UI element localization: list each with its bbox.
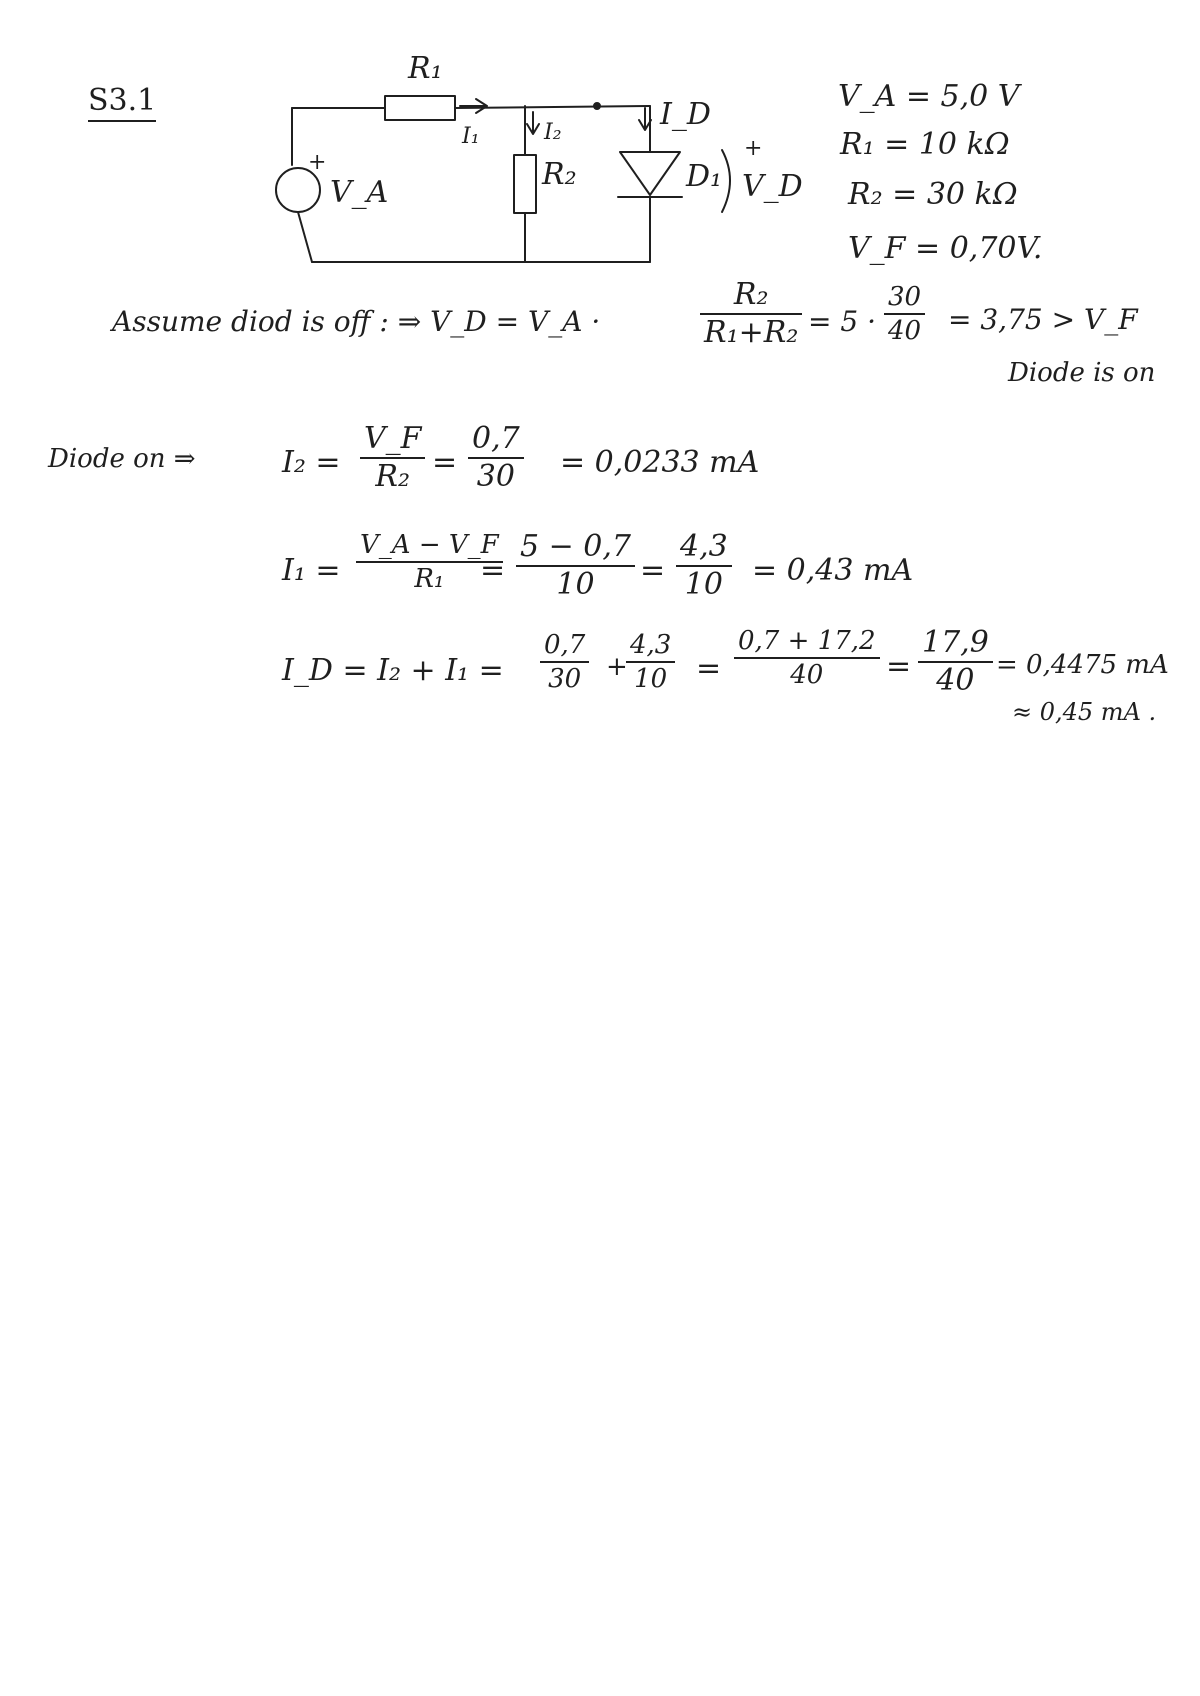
i1-frac-43-over-10 (676, 529, 732, 602)
i2-result: = 0,0233 mA (560, 445, 760, 480)
id-plus: + (606, 652, 628, 682)
id-result: = 0,4475 mA (996, 650, 1169, 680)
frac-numerator: 0,7 + 17,2 (738, 626, 876, 656)
label-va: V_A (330, 175, 389, 210)
label-i2: I₂ (544, 120, 562, 145)
label-plus-diode: + (744, 136, 763, 161)
assume-result: = 3,75 > V_F (948, 303, 1138, 336)
frac-numerator: 30 (888, 282, 922, 312)
frac-denominator: R₁+R₂ (704, 315, 799, 350)
assume-mid: = 5 · (808, 305, 876, 338)
assume-conclusion: Diode is on (1008, 358, 1156, 388)
resistor-r2 (514, 155, 536, 213)
frac-numerator: R₂ (733, 277, 769, 312)
id-frac-43-over-10 (626, 632, 675, 692)
frac-denominator: 10 (684, 567, 723, 602)
frac-denominator: 10 (634, 664, 668, 694)
id-frac-07-over-30 (540, 632, 589, 692)
frac-bar (884, 313, 925, 315)
label-vd: V_D (742, 169, 803, 204)
frac-bar (734, 657, 880, 659)
frac-numerator: V_F (364, 421, 422, 456)
given-vf: V_F = 0,70V. (848, 231, 1043, 266)
wire-left-lower (298, 212, 312, 262)
frac-numerator: 4,3 (680, 529, 728, 564)
diode-d1 (620, 152, 680, 195)
frac-numerator: 0,7 (472, 421, 520, 456)
i1-result: = 0,43 mA (752, 553, 914, 588)
vd-bracket (722, 150, 730, 212)
i1-eq1: = (480, 553, 506, 588)
given-r2: R₂ = 30 kΩ (848, 177, 1018, 212)
frac-denominator: 30 (548, 664, 582, 694)
id-eq2: = (886, 649, 912, 684)
frac-denominator: 40 (790, 660, 824, 690)
frac-denominator: 40 (888, 316, 922, 346)
given-va: V_A = 5,0 V (838, 79, 1020, 114)
i2-eq: = (432, 445, 458, 480)
label-d1: D₁ (686, 159, 723, 194)
i2-frac-vf-over-r2 (360, 421, 425, 494)
id-lhs: I_D = I₂ + I₁ = (282, 653, 504, 688)
frac-numerator: V_A − V_F (360, 530, 499, 560)
i1-eq2: = (640, 553, 666, 588)
id-frac-sum-over-40 (734, 628, 880, 688)
frac-denominator: R₁ (414, 564, 445, 594)
id-rounded: ≈ 0,45 mA . (1012, 698, 1157, 726)
frac-bar (540, 661, 589, 663)
assume-frac-r2-over-r1r2 (700, 277, 802, 350)
i1-lhs: I₁ = (282, 553, 341, 588)
i2-frac-07-over-30 (468, 421, 524, 494)
label-id: I_D (660, 97, 711, 132)
junction-dot (594, 103, 600, 109)
problem-number: S3.1 (88, 86, 156, 122)
frac-numerator: 5 − 0,7 (520, 529, 632, 564)
given-r1: R₁ = 10 kΩ (840, 127, 1010, 162)
frac-numerator: 4,3 (630, 630, 672, 660)
i1-frac-5minus07-over-10 (516, 529, 635, 602)
frac-bar (626, 661, 675, 663)
frac-numerator: 17,9 (922, 625, 989, 660)
assume-frac-30-over-40 (884, 284, 925, 344)
i2-lhs: I₂ = (282, 445, 341, 480)
frac-denominator: R₂ (375, 459, 411, 494)
assume-text: Assume diod is off : ⇒ V_D = V_A · (112, 305, 601, 338)
solution-intro: Diode on ⇒ (48, 444, 196, 474)
label-r2: R₂ (542, 157, 577, 192)
label-plus-source: + (308, 150, 327, 175)
frac-denominator: 30 (476, 459, 515, 494)
id-frac-179-over-40 (918, 625, 993, 698)
label-r1: R₁ (408, 51, 443, 86)
frac-denominator: 40 (936, 663, 975, 698)
label-i1: I₁ (462, 124, 480, 149)
frac-numerator: 0,7 (544, 630, 586, 660)
resistor-r1 (385, 96, 455, 120)
id-eq1: = (696, 651, 722, 686)
frac-denominator: 10 (556, 567, 595, 602)
